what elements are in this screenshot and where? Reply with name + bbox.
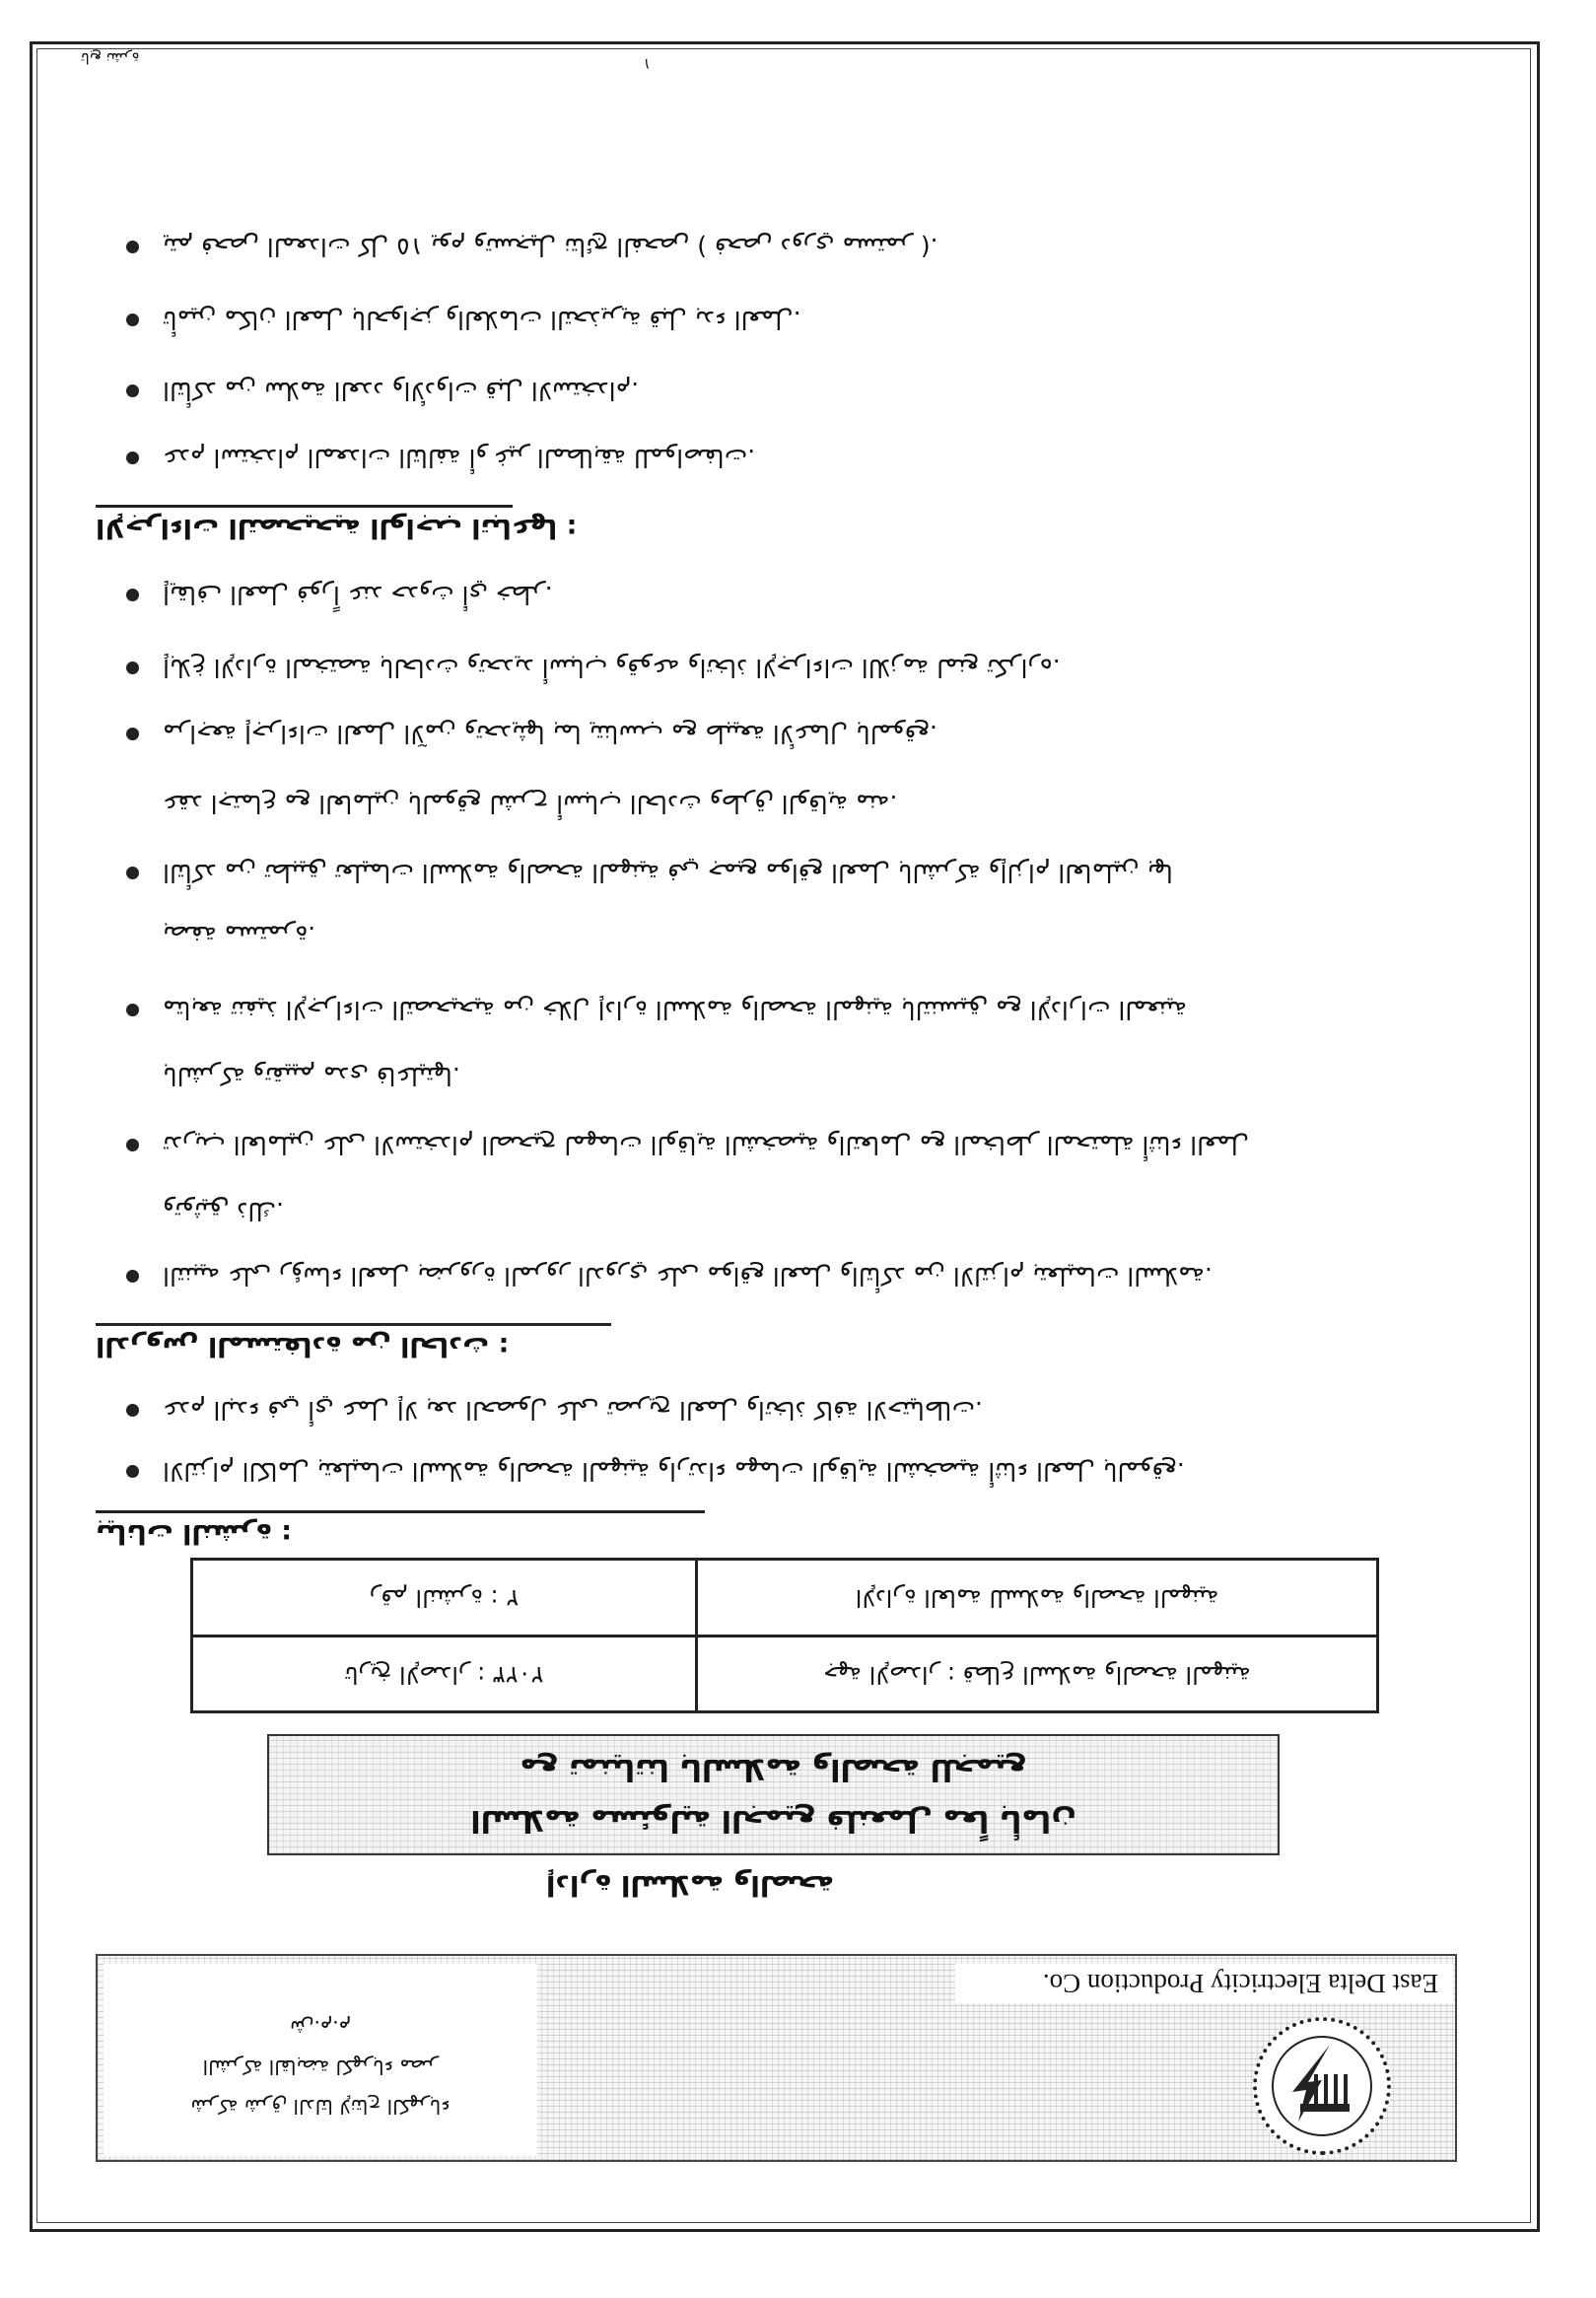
company-footer bbox=[96, 1954, 1457, 2162]
table-cell: الإدارة العامة للسلامة والصحة المهنية bbox=[855, 1584, 1219, 1612]
list-item: التنبيه على رؤساء العمل بضرورة المرور الدوري على مواقع العمل والتأكد من الالتزام بتعليمات السلامة. bbox=[163, 1262, 1213, 1290]
list-item-continuation: وتوثيق ذلك. bbox=[163, 1197, 285, 1225]
bullet-icon bbox=[126, 1404, 139, 1417]
bullet-icon bbox=[126, 1270, 139, 1283]
notice-line: السلامة مسئولية الجميع فلنعمل معاً بأمان bbox=[470, 1803, 1076, 1838]
page-mark: ١ bbox=[643, 55, 652, 73]
list-item: إبلاغ الإدارة المختصة بالحادث وتحديد أسباب وقوعه واتخاذ الإجراءات اللازمة لمنع تكراره. bbox=[163, 654, 1061, 682]
section-heading: بيانات النشرة : bbox=[96, 1518, 292, 1549]
list-item: تدريب العاملين على الاستخدام الصحيح لمهمات الوقاية الشخصية والتعامل مع المخاطر المحتملة أثناء العمل bbox=[163, 1131, 1250, 1159]
list-item-continuation: بصفة مستمرة. bbox=[163, 921, 316, 949]
list-item: التأكد من سلامة العدد والأدوات قبل الاستخدام. bbox=[163, 377, 640, 405]
company-name-ar: ش.م.م bbox=[290, 2016, 351, 2040]
company-name-en: East Delta Electricity Production Co. bbox=[1042, 1969, 1438, 1998]
list-item-continuation: بالشركة وتقييم مدى فاعليتها. bbox=[163, 1062, 460, 1090]
bullet-icon bbox=[126, 384, 139, 397]
table-cell: تاريخ الإصدار : ٢٠٢٣ bbox=[344, 1661, 544, 1689]
bullet-icon bbox=[126, 1465, 139, 1478]
list-item: عدم استخدام المعدات التالفة أو غير المطابقة للمواصفات. bbox=[163, 444, 756, 472]
bullet-icon bbox=[126, 662, 139, 674]
list-item: تأمين مكان العمل بالحواجز والعلامات التحذيرية قبل بدء العمل. bbox=[163, 306, 801, 334]
list-item: الالتزام الكامل بتعليمات السلامة والصحة المهنية وارتداء مهمات الوقاية الشخصية أثناء العمل بالموقع. bbox=[163, 1457, 1185, 1486]
bullet-icon bbox=[126, 313, 139, 326]
list-item: عدم البدء في أي عمل إلا بعد الحصول على تصريح العمل واتخاذ كافة الاحتياطات. bbox=[163, 1396, 983, 1425]
bullet-icon bbox=[126, 1139, 139, 1151]
list-item: متابعة تنفيذ الإجراءات التصحيحية من خلال إدارة السلامة والصحة المهنية بالتنسيق مع الإدارات المعنية bbox=[163, 996, 1187, 1024]
section-heading: الإجراءات التصحيحية الواجب اتباعها : bbox=[96, 513, 578, 543]
bullet-icon bbox=[126, 452, 139, 464]
department-title: إدارة السلامة والصحة bbox=[545, 1869, 835, 1902]
table-cell: رقم النشرة : ٢ bbox=[369, 1584, 520, 1612]
bullet-icon bbox=[126, 867, 139, 879]
table-cell: جهة الإصدار : قطاع السلامة والصحة المهنية bbox=[823, 1661, 1251, 1689]
company-logo bbox=[1253, 2017, 1391, 2155]
company-name-ar: الشركة القابضة لكهرباء مصر bbox=[202, 2055, 439, 2079]
lightning-icon bbox=[1257, 2021, 1387, 2151]
corner-note: تابع نشرة bbox=[81, 49, 140, 67]
bullet-icon bbox=[126, 1004, 139, 1016]
bullet-icon bbox=[126, 728, 139, 740]
list-item: مراجعة إجراءات العمل الآمن وتحديثها بما يتناسب مع طبيعة الأعمال بالموقع. bbox=[163, 720, 937, 748]
notice-box bbox=[267, 1734, 1280, 1855]
bulletin-info-table bbox=[190, 1558, 1379, 1713]
notice-line: مع تمنياتنا بالسلامة والصحة للجميع bbox=[520, 1752, 1027, 1786]
list-item: التأكد من تطبيق تعليمات السلامة والصحة المهنية في جميع مواقع العمل بالشركة وإلزام العاملين بها bbox=[163, 859, 1173, 887]
bullet-icon bbox=[126, 589, 139, 601]
list-item: إيقاف العمل فوراً عند حدوث أي خطر. bbox=[163, 581, 553, 609]
company-name-ar: شركة شرق الدلتا لإنتاج الكهرباء bbox=[190, 2095, 451, 2119]
section-heading: الدروس المستفادة من الحادث : bbox=[96, 1331, 510, 1361]
list-item: يتم فحص المعدات كل ١٥ يوم وتسجيل نتائج الفحص ( فحص دوري مستمر ). bbox=[163, 233, 938, 261]
bullet-icon bbox=[126, 241, 139, 253]
list-item: عقد اجتماع مع العاملين بالموقع لشرح أسباب الحادث وطرق الوقاية منه. bbox=[163, 790, 898, 818]
